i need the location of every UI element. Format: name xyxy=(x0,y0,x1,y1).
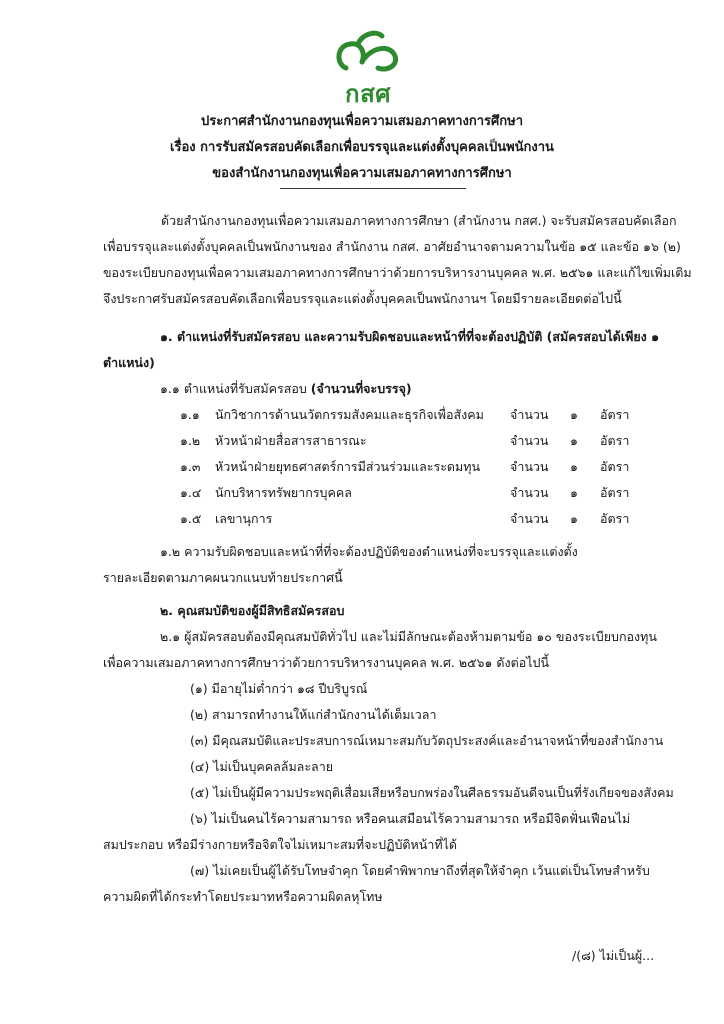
kss-logo xyxy=(332,30,404,108)
position-name: นักบริหารทรัพยากรบุคคล xyxy=(215,485,352,500)
intro-line: ของระเบียบกองทุนเพื่อความเสมอภาคทางการศึกษาว่าด้วยการบริหารงานบุคคล พ.ศ. ๒๕๖๑ และแก้ไขเพิ่มเติม xyxy=(103,265,692,280)
qualification-item-7: (๗) ไม่เคยเป็นผู้ได้รับโทษจำคุก โดยคำพิพากษาถึงที่สุดให้จำคุก เว้นแต่เป็นโทษสำหรับ xyxy=(190,863,650,878)
position-unit: อัตรา xyxy=(600,433,630,448)
position-row xyxy=(180,483,650,505)
qualification-item: (๓) มีคุณสมบัติและประสบการณ์เหมาะสมกับวัตถุประสงค์และอำนาจหน้าที่ของสำนักงาน xyxy=(190,733,664,748)
position-qty-label: จำนวน xyxy=(510,459,549,474)
page-continuation: /(๘) ไม่เป็นผู้... xyxy=(572,948,655,963)
position-qty-label: จำนวน xyxy=(510,407,549,422)
qualification-item: (๑) มีอายุไม่ต่ำกว่า ๑๘ ปีบริบูรณ์ xyxy=(190,681,368,696)
section2-sub1-cont: เพื่อความเสมอภาคทางการศึกษาว่าด้วยการบริหารงานบุคคล พ.ศ. ๒๕๖๑ ดังต่อไปนี้ xyxy=(103,655,549,670)
position-unit: อัตรา xyxy=(600,485,630,500)
section1-heading: ๑. ตำแหน่งที่รับสมัครสอบ และความรับผิดชอบและหน้าที่ที่จะต้องปฏิบัติ (สมัครสอบได้เพียง ๑ xyxy=(160,329,660,344)
announcement-title: ประกาศสำนักงานกองทุนเพื่อความเสมอภาคทางการศึกษา xyxy=(200,114,524,129)
sub1-label-bold: (จำนวนที่จะบรรจุ) xyxy=(310,381,412,396)
section1-heading-cont: ตำแหน่ง) xyxy=(103,355,155,370)
position-number: ๑.๕ xyxy=(180,511,202,526)
position-qty: ๑ xyxy=(570,485,578,500)
qualification-item: (๕) ไม่เป็นผู้มีความประพฤติเสื่อมเสียหรือบกพร่องในศีลธรรมอันดีจนเป็นที่รังเกียจของสังคม xyxy=(190,785,674,800)
intro-line: ด้วยสำนักงานกองทุนเพื่อความเสมอภาคทางการศึกษา (สำนักงาน กสศ.) จะรับสมัครสอบคัดเลือก xyxy=(161,213,677,228)
intro-line: เพื่อบรรจุและแต่งตั้งบุคคลเป็นพนักงานของ สำนักงาน กสศ. อาศัยอำนาจตามความในข้อ ๑๕ และข้อ ๑๖ (๒) xyxy=(103,239,681,254)
position-qty: ๑ xyxy=(570,511,578,526)
qualification-item-6: (๖) ไม่เป็นคนไร้ความสามารถ หรือคนเสมือนไร้ความสามารถ หรือมีจิตฟั่นเฟือนไม่ xyxy=(190,811,631,826)
qualification-item: (๒) สามารถทำงานให้แก่สำนักงานได้เต็มเวลา xyxy=(190,707,437,722)
position-unit: อัตรา xyxy=(600,459,630,474)
position-qty-label: จำนวน xyxy=(510,433,549,448)
position-qty: ๑ xyxy=(570,459,578,474)
position-name: เลขานุการ xyxy=(215,511,273,526)
position-qty: ๑ xyxy=(570,407,578,422)
position-number: ๑.๒ xyxy=(180,433,201,448)
position-qty: ๑ xyxy=(570,433,578,448)
section2-heading: ๒. คุณสมบัติของผู้มีสิทธิสมัครสอบ xyxy=(160,603,345,618)
position-unit: อัตรา xyxy=(600,407,630,422)
position-row xyxy=(180,405,650,427)
intro-line: จึงประกาศรับสมัครสอบคัดเลือกเพื่อบรรจุและแต่งตั้งบุคคลเป็นพนักงานฯ โดยมีรายละเอียดต่อไปนี้ xyxy=(103,291,622,306)
position-name: นักวิชาการด้านนวัตกรรมสังคมและธุรกิจเพื่อสังคม xyxy=(215,407,484,422)
qualification-item-6-cont: สมประกอบ หรือมีร่างกายหรือจิตใจไม่เหมาะสมที่จะปฏิบัติหน้าที่ได้ xyxy=(103,837,457,852)
position-number: ๑.๑ xyxy=(180,407,200,422)
announcement-agency: ของสำนักงานกองทุนเพื่อความเสมอภาคทางการศึกษา xyxy=(212,166,512,181)
position-qty-label: จำนวน xyxy=(510,511,549,526)
qualification-item: (๔) ไม่เป็นบุคคลล้มละลาย xyxy=(190,759,334,774)
position-row xyxy=(180,509,650,531)
position-name: หัวหน้าฝ่ายยุทธศาสตร์การมีส่วนร่วมและระดมทุน xyxy=(215,459,481,474)
position-unit: อัตรา xyxy=(600,511,630,526)
title-divider xyxy=(280,188,466,189)
qualification-item-7-cont: ความผิดที่ได้กระทำโดยประมาทหรือความผิดลหุโทษ xyxy=(103,889,383,904)
position-row xyxy=(180,431,650,453)
sub1-label: ๑.๑ ตำแหน่งที่รับสมัครสอบ xyxy=(160,381,311,396)
logo-mark-icon xyxy=(332,30,404,76)
section2-sub1: ๒.๑ ผู้สมัครสอบต้องมีคุณสมบัติทั่วไป และไม่มีลักษณะต้องห้ามตามข้อ ๑๐ ของระเบียบกองทุน xyxy=(160,629,657,644)
position-row xyxy=(180,457,650,479)
section1-sub2-cont: รายละเอียดตามภาคผนวกแนบท้ายประกาศนี้ xyxy=(103,570,343,585)
logo-text: กสศ xyxy=(345,80,391,108)
intro-paragraph xyxy=(103,208,692,312)
position-number: ๑.๔ xyxy=(180,485,202,500)
position-name: หัวหน้าฝ่ายสื่อสารสาธารณะ xyxy=(215,433,367,448)
position-qty-label: จำนวน xyxy=(510,485,549,500)
position-number: ๑.๓ xyxy=(180,459,201,474)
section1-sub2: ๑.๒ ความรับผิดชอบและหน้าที่ที่จะต้องปฏิบัติของตำแหน่งที่จะบรรจุและแต่งตั้ง xyxy=(160,544,578,559)
section1-sub1-heading xyxy=(160,379,412,399)
announcement-subject: เรื่อง การรับสมัครสอบคัดเลือกเพื่อบรรจุและแต่งตั้งบุคคลเป็นพนักงาน xyxy=(170,140,554,155)
